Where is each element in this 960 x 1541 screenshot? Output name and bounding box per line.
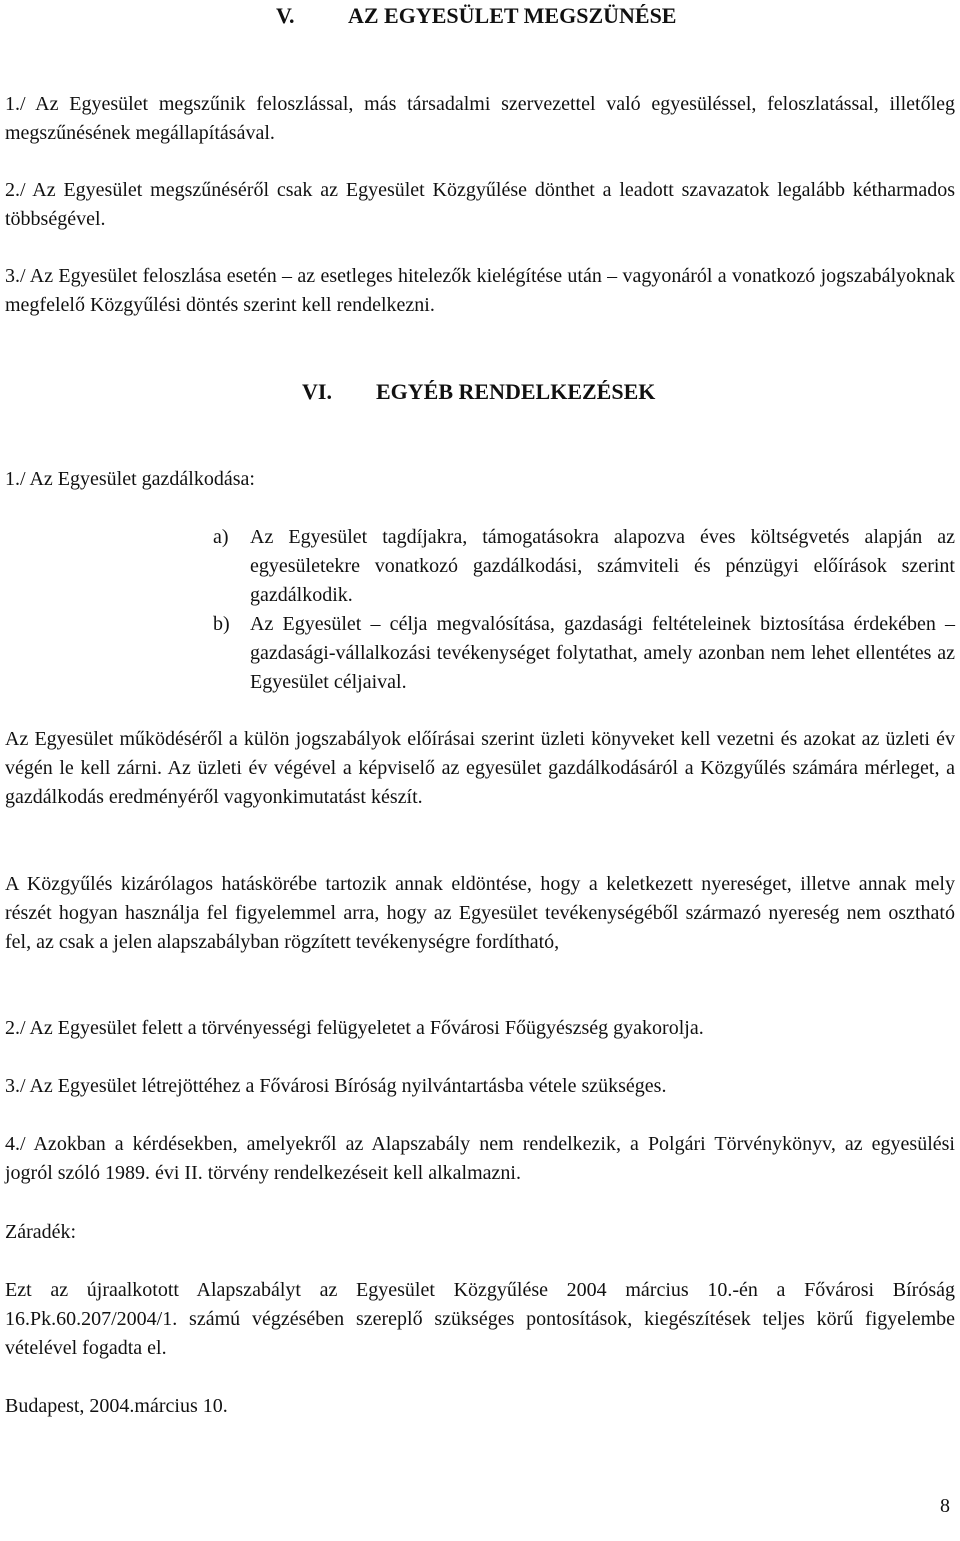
list-item-a [213, 523, 955, 613]
list-marker: a) [213, 526, 229, 548]
list-item-text: Az Egyesület tagdíjakra, támogatásokra alapozva éves költségvetés alapján az egyesületekre vonatkozó gazdálkodási, számviteli és pénzügyi előírások szerint gazdálkodik. [250, 526, 955, 606]
section-heading-v [276, 2, 676, 30]
list-marker: b) [213, 613, 230, 635]
section-title: AZ EGYESÜLET MEGSZÜNÉSE [348, 3, 677, 28]
page-number: 8 [940, 1495, 950, 1517]
paragraph-vi-3: 3./ Az Egyesület létrejöttéhez a Fővárosi Bíróság nyilvántartásba vétele szükséges. [5, 1075, 667, 1097]
section-title: EGYÉB RENDELKEZÉSEK [376, 379, 656, 404]
section-heading-vi [302, 378, 655, 406]
list-item-text: Az Egyesület – célja megvalósítása, gazdasági feltételeinek biztosítása érdekében – gazdasági-vállalkozási tevékenységet folytathat, amely azonban nem lehet ellentétes az Egyesület céljaival. [250, 613, 955, 693]
paragraph-vi-intro: 1./ Az Egyesület gazdálkodása: [5, 468, 255, 490]
section-number: VI. [302, 379, 332, 404]
paragraph-vi-2: 2./ Az Egyesület felett a törvényességi felügyeletet a Fővárosi Főügyészség gyakorolja. [5, 1017, 704, 1039]
section-number: V. [276, 3, 295, 28]
list-item-b [213, 610, 955, 700]
paragraph-v-1: 1./ Az Egyesület megszűnik feloszlással, más társadalmi szervezettel való egyesüléssel, feloszlatással, illetőleg megszűnésének megállapításával. [5, 93, 955, 144]
place-date: Budapest, 2004.március 10. [5, 1395, 228, 1417]
clause-text: Ezt az újraalkotott Alapszabályt az Egyesület Közgyűlése 2004 március 10.-én a Fővárosi Bíróság 16.Pk.60.207/2004/1. számú végzésében szereplő szükséges pontosítások, kiegészítések teljes körű figyelembe vételével fogadta el. [5, 1279, 955, 1359]
clause-title: Záradék: [5, 1221, 77, 1243]
paragraph-v-2: 2./ Az Egyesület megszűnéséről csak az Egyesület Közgyűlése dönthet a leadott szavazatok legalább kétharmados többségével. [5, 179, 955, 230]
paragraph-v-3: 3./ Az Egyesület feloszlása esetén – az esetleges hitelezők kielégítése után – vagyonáról a vonatkozó jogszabályoknak megfelelő Közgyűlési döntés szerint kell rendelkezni. [5, 265, 955, 316]
paragraph-vi-4: 4./ Azokban a kérdésekben, amelyekről az Alapszabály nem rendelkezik, a Polgári Törvénykönyv, az egyesülési jogról szóló 1989. évi II. törvény rendelkezéseit kell alkalmazni. [5, 1133, 955, 1184]
paragraph-vi-bookkeeping: Az Egyesület működéséről a külön jogszabályok előírásai szerint üzleti könyveket kell vezetni és azokat az üzleti év végén le kell zárni. Az üzleti év végével a képviselő az egyesület gazdálkodásáról a Közgyűlés számára mérleget, a gazdálkodás eredményéről vagyonkimutatást készít. [5, 728, 955, 808]
paragraph-vi-profit: A Közgyűlés kizárólagos hatáskörébe tartozik annak eldöntése, hogy a keletkezett nyereséget, illetve annak mely részét hogyan használja fel figyelemmel arra, hogy az Egyesület tevékenységéből származó nyereség nem osztható fel, az csak a jelen alapszabályban rögzített tevékenységre fordítható, [5, 873, 955, 953]
